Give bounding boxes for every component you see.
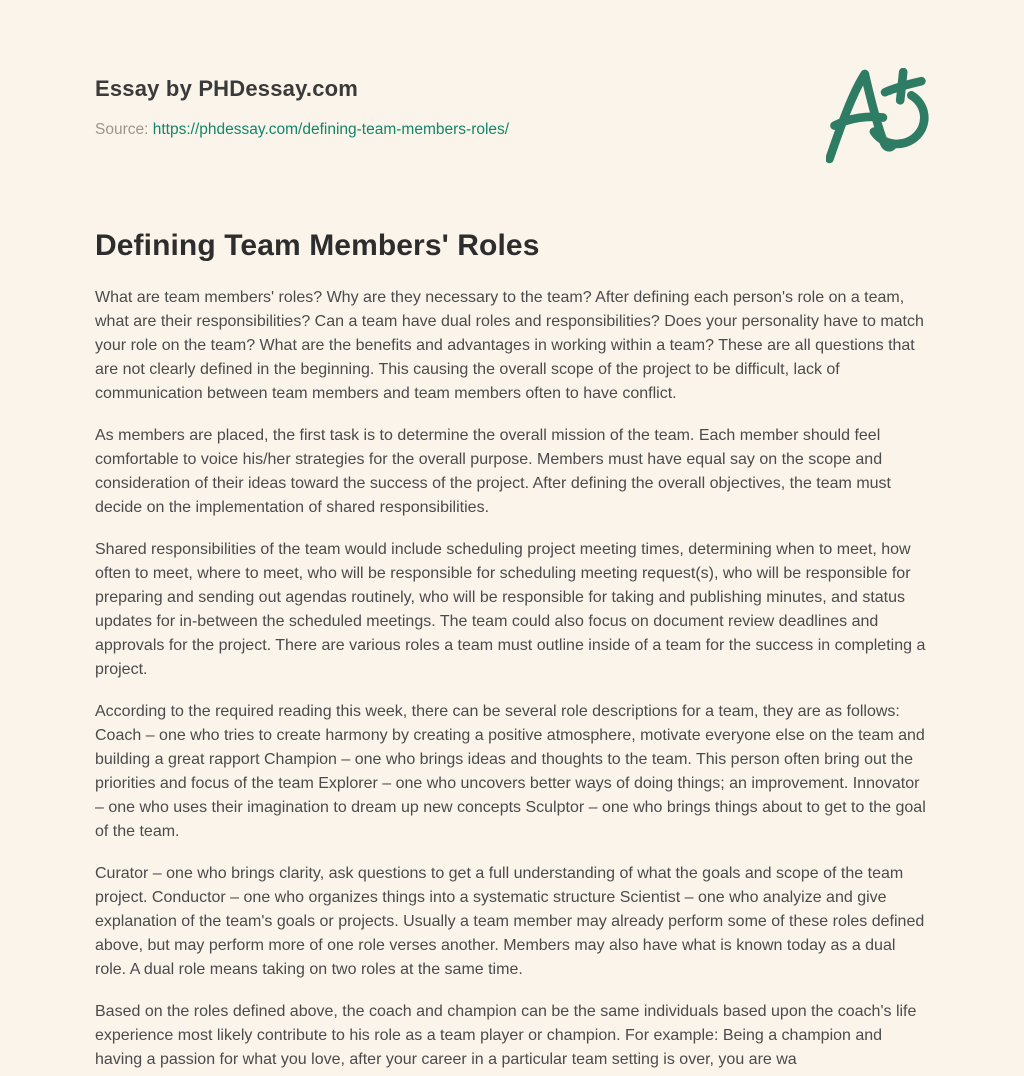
essay-paragraph: As members are placed, the first task is to determine the overall mission of the team. Each member should feel comfortable to voice his/her strategies for the overall purpose. Members must have equal say on the scope and consideration of their ideas toward the success of the project. After defining the overall objectives, the team must decide on the implementation of shared responsibilities. xyxy=(95,427,891,516)
source-url-link[interactable]: https://phdessay.com/defining-team-members-roles/ xyxy=(152,121,510,138)
essay-paragraph: According to the required reading this week, there can be several role descriptions for a team, they are as follows: Coach – one who tries to create harmony by creating a positive atmosphere, motivate everyone else on the team and building a great rapport Champion – one who brings ideas and thoughts to the team. This person often bring out the priorities and focus of the team Explorer – one who uncovers better ways of doing things; an improvement. Innovator – one who uses their imagination to dream up new concepts Sculptor – one who brings things about to get to the goal of the team. xyxy=(95,703,926,840)
source-label: Source: xyxy=(95,121,149,138)
essay-paragraph: What are team members' roles? Why are they necessary to the team? After defining each person's role on a team, what are their responsibilities? Can a team have dual roles and responsibilities? Does your personality have to match your role on the team? What are the benefits and advantages in working within a team? These are all questions that are not clearly defined in the beginning. This causing the overall scope of the project to be difficult, lack of communication between team members and team members often to have conflict. xyxy=(95,289,924,402)
essay-paragraph: Curator – one who brings clarity, ask questions to get a full understanding of what the goals and scope of the team project. Conductor – one who organizes things into a systematic structure Scientist – one who analyize and give explanation of the team's goals or projects. Usually a team member may already perform some of these roles defined above, but may perform more of one role verses another. Members may also have what is known today as a dual role. A dual role means taking on two roles at the same time. xyxy=(95,865,925,978)
a-plus-logo-icon xyxy=(826,68,938,164)
essay-body xyxy=(95,286,929,1072)
byline: Essay by PHDessay.com xyxy=(95,76,359,101)
page-title: Defining Team Members' Roles xyxy=(95,229,540,262)
page-header xyxy=(95,76,929,140)
source-line xyxy=(95,120,929,140)
essay-paragraph: Based on the roles defined above, the coach and champion can be the same individuals based upon the coach's life experience most likely contribute to his role as a team player or champion. For example: Being a champion and having a passion for what you love, after your career in a particular team setting is over, you are wa xyxy=(95,1003,917,1068)
essay-paragraph: Shared responsibilities of the team would include scheduling project meeting times, determining when to meet, how often to meet, where to meet, who will be responsible for scheduling meeting request(s), who will be responsible for preparing and sending out agendas routinely, who will be responsible for taking and publishing minutes, and status updates for in-between the scheduled meetings. The team could also focus on document review deadlines and approvals for the project. There are various roles a team must outline inside of a team for the success in completing a project. xyxy=(95,541,926,678)
